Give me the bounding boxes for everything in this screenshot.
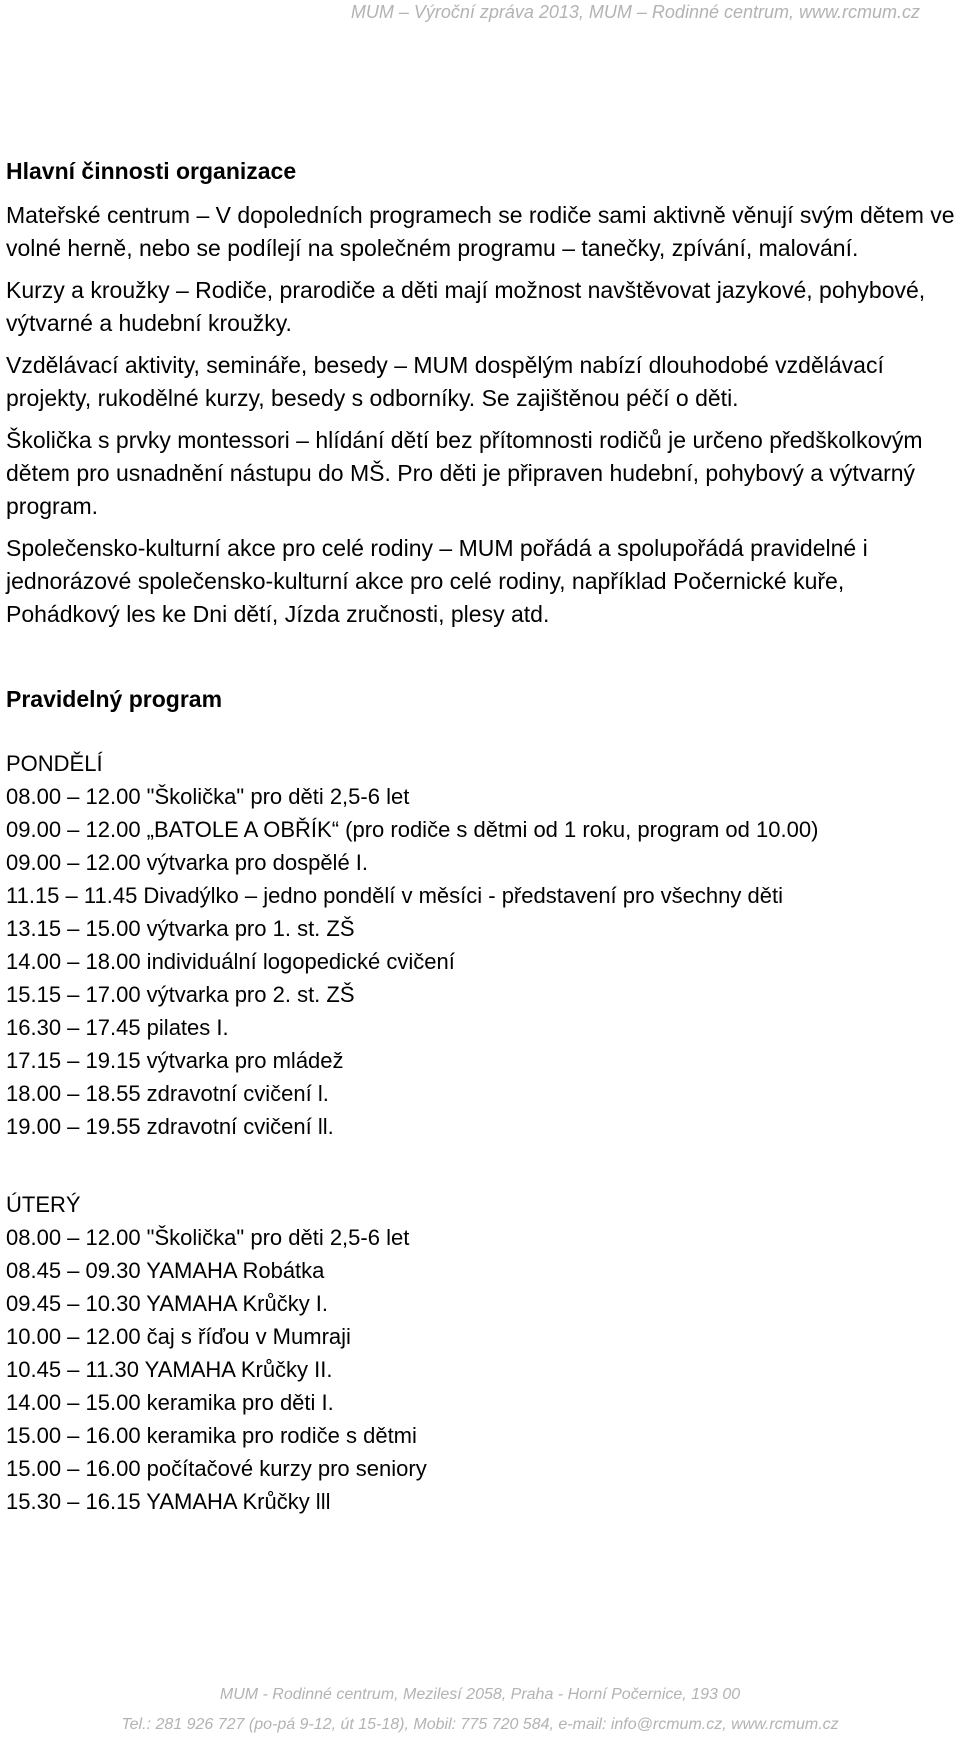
paragraph-skolicka: Školička s prvky montessori – hlídání dětí bez přítomnosti rodičů je určeno předškolkovým dětem pro usnadnění nástupu do MŠ. Pro děti je připraven hudební, pohybový a výtvarný program. (6, 427, 923, 519)
schedule-item: 09.00 – 12.00 výtvarka pro dospělé I. (6, 850, 369, 875)
schedule-item: 18.00 – 18.55 zdravotní cvičení l. (6, 1081, 329, 1106)
schedule-list-monday (6, 780, 956, 1143)
schedule-item: 08.45 – 09.30 YAMAHA Robátka (6, 1258, 325, 1283)
page-header: MUM – Výroční zpráva 2013, MUM – Rodinné centrum, www.rcmum.cz (350, 2, 920, 22)
schedule-item: 11.15 – 11.45 Divadýlko – jedno pondělí v měsíci - představení pro všechny děti (6, 883, 783, 908)
day-label-monday: PONDĚLÍ (6, 751, 103, 776)
schedule-item: 13.15 – 15.00 výtvarka pro 1. st. ZŠ (6, 916, 355, 941)
section-title-program: Pravidelný program (6, 686, 223, 712)
schedule-item: 17.15 – 19.15 výtvarka pro mládež (6, 1048, 344, 1073)
schedule-item: 15.00 – 16.00 počítačové kurzy pro seniory (6, 1456, 427, 1481)
footer-contact: Tel.: 281 926 727 (po-pá 9-12, út 15-18), Mobil: 775 720 584, e-mail: info@rcmum.cz, www.rcmum.cz (121, 1716, 839, 1733)
schedule-item: 09.45 – 10.30 YAMAHA Krůčky I. (6, 1291, 329, 1316)
schedule-item: 15.30 – 16.15 YAMAHA Krůčky lll (6, 1489, 331, 1514)
paragraph-kurzy: Kurzy a kroužky – Rodiče, prarodiče a děti mají možnost navštěvovat jazykové, pohybové, výtvarné a hudební kroužky. (6, 277, 926, 336)
schedule-item: 08.00 – 12.00 "Školička" pro děti 2,5-6 let (6, 1225, 410, 1250)
schedule-item: 14.00 – 15.00 keramika pro děti I. (6, 1390, 334, 1415)
section-title-activities: Hlavní činnosti organizace (6, 158, 297, 184)
schedule-item: 09.00 – 12.00 „BATOLE A OBŘÍK“ (pro rodiče s dětmi od 1 roku, program od 10.00) (6, 817, 819, 842)
footer-address: MUM - Rodinné centrum, Mezilesí 2058, Praha - Horní Počernice, 193 00 (219, 1686, 741, 1703)
schedule-item: 10.00 – 12.00 čaj s říďou v Mumraji (6, 1324, 351, 1349)
schedule-item: 14.00 – 18.00 individuální logopedické cvičení (6, 949, 455, 974)
schedule-list-tuesday (6, 1221, 956, 1518)
paragraph-vzdelavaci: Vzdělávací aktivity, semináře, besedy – MUM dospělým nabízí dlouhodobé vzdělávací projekty, rukodělné kurzy, besedy s odborníky. Se zajištěnou péčí o děti. (6, 352, 884, 411)
schedule-item: 19.00 – 19.55 zdravotní cvičení ll. (6, 1114, 334, 1139)
schedule-item: 15.00 – 16.00 keramika pro rodiče s dětmi (6, 1423, 417, 1448)
schedule-item: 16.30 – 17.45 pilates I. (6, 1015, 229, 1040)
document-body (6, 158, 956, 1518)
day-label-tuesday: ÚTERÝ (6, 1192, 81, 1217)
schedule-item: 08.00 – 12.00 "Školička" pro děti 2,5-6 let (6, 784, 410, 809)
paragraph-materske-centrum: Mateřské centrum – V dopoledních programech se rodiče sami aktivně věnují svým dětem ve volné herně, nebo se podílejí na společném programu – tanečky, zpívání, malování. (6, 202, 955, 261)
schedule-item: 10.45 – 11.30 YAMAHA Krůčky II. (6, 1357, 333, 1382)
schedule-item: 15.15 – 17.00 výtvarka pro 2. st. ZŠ (6, 982, 355, 1007)
paragraph-akce: Společensko-kulturní akce pro celé rodiny – MUM pořádá a spolupořádá pravidelné i jednorázové společensko-kulturní akce pro celé rodiny, například Počernické kuře, Pohádkový les ke Dni dětí, Jízda zručnosti, plesy atd. (6, 535, 868, 627)
